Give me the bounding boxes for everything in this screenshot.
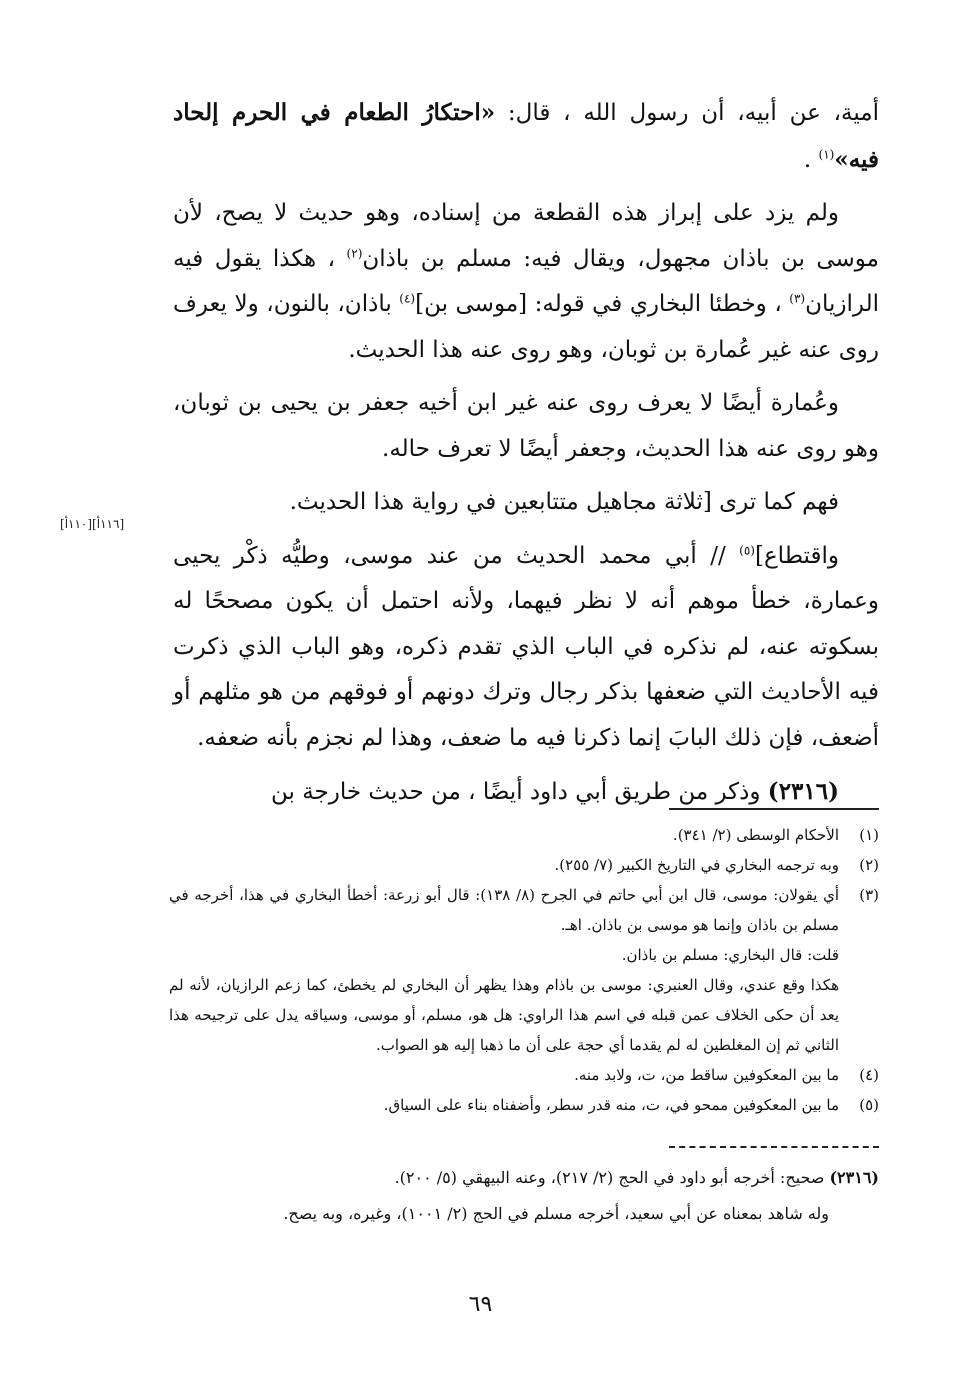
footnote-3 (169, 880, 879, 940)
manuscript-folio-marker: [١١٠أ][١١٦أ] (60, 517, 125, 531)
paragraph-5 (173, 534, 879, 762)
footnote-ref-2[interactable]: (٢) (346, 245, 363, 260)
footnote-1 (169, 820, 879, 850)
footnote-text: أي يقولان: موسى، قال ابن أبي حاتم في الجرح (٨/ ١٣٨): قال أبو زرعة: أخطأ البخاري في هذا، أخرجه في مسلم بن باذان وإنما هو موسى بن باذان. اهـ. (169, 886, 840, 934)
p2-text-c: ، وخطئا البخاري في قوله: [موسى بن] (415, 291, 790, 317)
p1-end: . (803, 146, 819, 173)
hadith-quote: «احتكارُ الطعام في الحرم إلحاد فيه» (173, 99, 879, 173)
footnote-ref-3[interactable]: (٣) (789, 291, 806, 306)
footnote-number: (٥) (859, 1096, 879, 1114)
footnote-text: ما بين المعكوفين ساقط من، ت، ولابد منه. (574, 1066, 839, 1084)
p1-text: أمية، عن أبيه، أن رسول الله ، قال: (495, 100, 879, 126)
p2-text-a: ولم يزد على إبراز هذه القطعة من إسناده، وهو حديث لا يصح، لأن موسى بن باذان مجهول، ويقال فيه: مسلم بن باذان (173, 200, 879, 272)
takhrij-line-1 (169, 1160, 879, 1196)
footnote-ref-1[interactable]: (١) (818, 146, 835, 161)
page-number: ٦٩ (468, 1292, 493, 1317)
takhrij-number: (٢٣١٦) (829, 1168, 879, 1187)
footnote-2 (169, 850, 879, 880)
footnote-text: الأحكام الوسطى (٢/ ٣٤١). (672, 826, 839, 844)
hadith-number: (٢٣١٦) (767, 778, 839, 805)
p5-text-a: واقتطاع] (754, 542, 839, 569)
takhrij-text: صحيح: أخرجه أبو داود في الحج (٢/ ٢١٧)، وعنه البيهقي (٥/ ٢٠٠). (394, 1168, 830, 1187)
footnote-number: (٣) (859, 886, 879, 904)
footnote-number: (١) (859, 826, 879, 844)
footnote-4 (169, 1060, 879, 1090)
footnote-number: (٢) (859, 856, 879, 874)
footnote-number: (٤) (859, 1066, 879, 1084)
p6-text: وذكر من طريق أبي داود أيضًا ، من حديث خارجة بن (270, 779, 768, 805)
footnote-3-continuation: هكذا وقع عندي، وقال العنبري: موسى بن باذام وهذا يظهر أن البخاري لم يخطئ، كما زعم الرازيان، لأنه لم يعد أن حكى الخلاف عمن قبله في اسم هذا الراوي: هل هو، مسلم، أو موسى، وسياقه يدل على ترجيحه هذا الثاني ثم إن المغلطين له لم يقدما أي حجة على أن ما ذهبا إليه هو الصواب. (169, 976, 839, 1054)
p5-text-b: // أبي محمد الحديث من عند موسى، وطيُّه ذكْر يحيى وعمارة، خطأ موهم أنه لا نظر فيهما، ولأنه احتمل أن يكون مصححًا له بسكوته عنه، لم نذكره في الباب الذي تقدم ذكره، وهو الباب الذي ذكرت فيه الأحاديث التي ضعفها بذكر رجال وترك دونهم أو فوقهم من هو مثلهم أو أضعف، فإن ذلك البابَ إنما ذكرنا فيه ما ضعف، وهذا لم نجزم بأنه ضعفه. (173, 542, 879, 751)
paragraph-3: وعُمارة أيضًا لا يعرف روى عنه غير ابن أخيه جعفر بن يحيى بن ثوبان، وهو روى عنه هذا الحديث، وجعفر أيضًا لا تعرف حاله. (173, 390, 879, 462)
takhrij-divider (669, 1146, 879, 1148)
paragraph-1 (173, 90, 879, 183)
footnote-ref-5[interactable]: (٥) (739, 542, 755, 557)
takhrij-line-2: وله شاهد بمعناه عن أبي سعيد، أخرجه مسلم في الحج (٢/ ١٠٠١)، وغيره، وبه يصح. (283, 1204, 829, 1223)
takhrij-section (169, 1160, 879, 1232)
paragraph-2 (173, 191, 879, 373)
main-text (173, 90, 879, 824)
p2-text-d: باذان، بالنون، ولا يعرف روى عنه غير عُمارة بن ثوبان، وهو روى عنه هذا الحديث. (173, 291, 879, 363)
footnote-text: وبه ترجمه البخاري في التاريخ الكبير (٧/ ٢٥٥). (554, 856, 839, 874)
paragraph-4: فهم كما ترى [ثلاثة مجاهيل متتابعين في رواية هذا الحديث. (289, 489, 839, 515)
p2-text-b: ، هكذا يقول فيه الرازيان (173, 245, 879, 317)
footnotes (169, 820, 879, 1120)
footnote-3-continuation: قلت: قال البخاري: مسلم بن باذان. (621, 946, 839, 964)
footnote-divider (669, 808, 879, 810)
footnote-5 (169, 1090, 879, 1120)
footnote-ref-4[interactable]: (٤) (399, 291, 416, 306)
footnote-text: ما بين المعكوفين ممحو في، ت، منه قدر سطر، وأضفناه بناء على السياق. (383, 1096, 839, 1114)
